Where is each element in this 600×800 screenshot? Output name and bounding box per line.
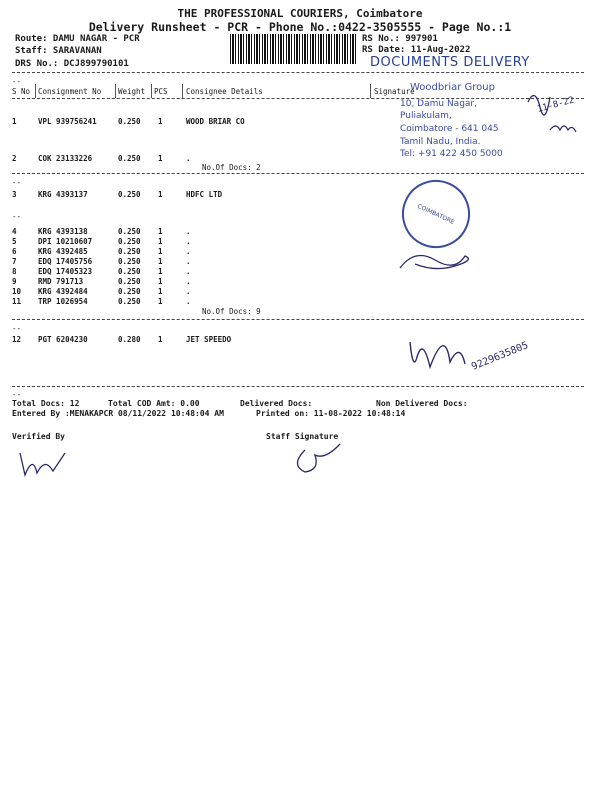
table-row-consignment: EDQ 17405756 (38, 257, 93, 266)
table-row-sno: 3 (12, 190, 17, 199)
divider (370, 84, 371, 98)
total-docs: Total Docs: 12 (12, 399, 80, 408)
table-row-consignee: WOOD BRIAR CO (186, 117, 245, 126)
company-title: THE PROFESSIONAL COURIERS, Coimbatore (177, 7, 423, 20)
table-row-consignment: RMD 791713 (38, 277, 84, 286)
table-row-pcs: 1 (158, 227, 163, 236)
entered-by: Entered By :MENAKAPCR 08/11/2022 10:48:04 AM (12, 409, 224, 418)
group-marker: -- (12, 390, 22, 399)
divider (151, 84, 152, 98)
col-consignment: Consignment No (38, 87, 102, 96)
verified-signature (15, 445, 85, 485)
table-row-consignment: PGT 6204230 (38, 335, 88, 344)
delivered-docs: Delivered Docs: (240, 399, 313, 408)
svg-text:11-8-22: 11-8-22 (536, 95, 576, 115)
col-pcs: PCS (154, 87, 168, 96)
stamp-line: Coimbatore - 641 045 (400, 124, 499, 134)
no-of-docs-1: No.Of Docs: 2 (202, 163, 261, 172)
table-row-consignment: KRG 4392485 (38, 247, 88, 256)
table-row-consignee: . (186, 257, 191, 266)
stamp-line: Puliakulam, (400, 111, 452, 121)
table-row-pcs: 1 (158, 257, 163, 266)
table-row-sno: 2 (12, 154, 17, 163)
divider (115, 84, 116, 98)
stamp-line: Tel: +91 422 450 5000 (400, 149, 503, 159)
verified-by-label: Verified By (12, 432, 65, 441)
table-row-consignee: . (186, 277, 191, 286)
table-row-weight: 0.250 (118, 247, 141, 256)
table-row-consignee: . (186, 154, 191, 163)
table-row-sno: 12 (12, 335, 22, 344)
rs-no-label: RS No.: 997901 (362, 34, 438, 44)
stamp-line: Woodbriar Group (410, 82, 495, 93)
group-marker: -- (12, 178, 22, 187)
non-delivered-docs: Non Delivered Docs: (376, 399, 468, 408)
table-row-sno: 1 (12, 117, 17, 126)
table-row-pcs: 1 (158, 190, 163, 199)
stamp-line: Tamil Nadu, India. (400, 137, 481, 147)
staff-label: Staff: SARAVANAN (15, 46, 102, 56)
group-marker: -- (12, 324, 22, 333)
table-row-weight: 0.280 (118, 335, 141, 344)
round-stamp: COIMBATORE (391, 169, 481, 259)
table-row-pcs: 1 (158, 154, 163, 163)
table-row-pcs: 1 (158, 267, 163, 276)
table-row-sno: 10 (12, 287, 22, 296)
table-row-weight: 0.250 (118, 277, 141, 286)
printed-on: Printed on: 11-08-2022 10:48:14 (256, 409, 406, 418)
table-row-consignee: . (186, 287, 191, 296)
table-row-pcs: 1 (158, 247, 163, 256)
table-row-consignment: COK 23133226 (38, 154, 93, 163)
table-row-consignment: EDQ 17405323 (38, 267, 93, 276)
table-row-weight: 0.250 (118, 227, 141, 236)
documents-delivery-label: DOCUMENTS DELIVERY (370, 55, 530, 70)
divider (182, 84, 183, 98)
svg-text:9229635805: 9229635805 (470, 340, 530, 373)
barcode (230, 34, 357, 64)
table-row-sno: 11 (12, 297, 22, 306)
divider (12, 319, 584, 320)
table-row-consignment: KRG 4392484 (38, 287, 88, 296)
table-row-weight: 0.250 (118, 237, 141, 246)
table-row-sno: 4 (12, 227, 17, 236)
table-row-consignment: TRP 1026954 (38, 297, 88, 306)
table-row-weight: 0.250 (118, 297, 141, 306)
drs-label: DRS No.: DCJ899790101 (15, 59, 129, 69)
table-row-sno: 9 (12, 277, 17, 286)
no-of-docs-2: No.Of Docs: 9 (202, 307, 261, 316)
col-consignee: Consignee Details (186, 87, 263, 96)
route-label: Route: DAMU NAGAR - PCR (15, 34, 140, 44)
staff-signature-label: Staff Signature (266, 432, 339, 441)
table-row-consignee: . (186, 267, 191, 276)
table-row-sno: 7 (12, 257, 17, 266)
table-row-sno: 6 (12, 247, 17, 256)
divider (12, 173, 584, 174)
table-row-pcs: 1 (158, 287, 163, 296)
col-sno: S No (12, 87, 31, 96)
table-row-consignee: JET SPEEDO (186, 335, 232, 344)
table-row-consignee: . (186, 227, 191, 236)
runsheet-subtitle: Delivery Runsheet - PCR - Phone No.:0422-3505555 - Page No.:1 (88, 20, 512, 34)
table-row-weight: 0.250 (118, 287, 141, 296)
table-row-pcs: 1 (158, 335, 163, 344)
table-row-weight: 0.250 (118, 267, 141, 276)
table-row-consignee: . (186, 247, 191, 256)
table-row-weight: 0.250 (118, 190, 141, 199)
divider (12, 98, 584, 99)
table-row-consignee: . (186, 237, 191, 246)
divider (35, 84, 36, 98)
group-marker: -- (12, 212, 22, 221)
table-row-pcs: 1 (158, 277, 163, 286)
group-marker: -- (12, 77, 22, 86)
table-row-pcs: 1 (158, 297, 163, 306)
rs-date-label: RS Date: 11-Aug-2022 (362, 45, 471, 55)
table-row-consignment: KRG 4393137 (38, 190, 88, 199)
table-row-sno: 8 (12, 267, 17, 276)
handwritten-signature-date (520, 82, 590, 152)
table-row-sno: 5 (12, 237, 17, 246)
table-row-consignment: VPL 939756241 (38, 117, 97, 126)
divider (12, 72, 584, 73)
total-cod: Total COD Amt: 0.00 (108, 399, 200, 408)
divider (12, 386, 584, 387)
jet-speedo-signature (405, 322, 555, 382)
table-row-consignee: HDFC LTD (186, 190, 223, 199)
stamp-line: 10, Damu Nagar, (400, 99, 477, 109)
table-row-consignment: DPI 10210607 (38, 237, 93, 246)
table-row-weight: 0.250 (118, 117, 141, 126)
staff-signature (285, 440, 355, 480)
table-row-weight: 0.250 (118, 257, 141, 266)
col-weight: Weight (118, 87, 146, 96)
table-row-pcs: 1 (158, 117, 163, 126)
col-signature: Signature (374, 87, 415, 96)
table-row-weight: 0.250 (118, 154, 141, 163)
table-row-consignment: KRG 4393138 (38, 227, 88, 236)
table-row-consignee: . (186, 297, 191, 306)
delivery-signature-scribble (395, 238, 485, 278)
table-row-pcs: 1 (158, 237, 163, 246)
